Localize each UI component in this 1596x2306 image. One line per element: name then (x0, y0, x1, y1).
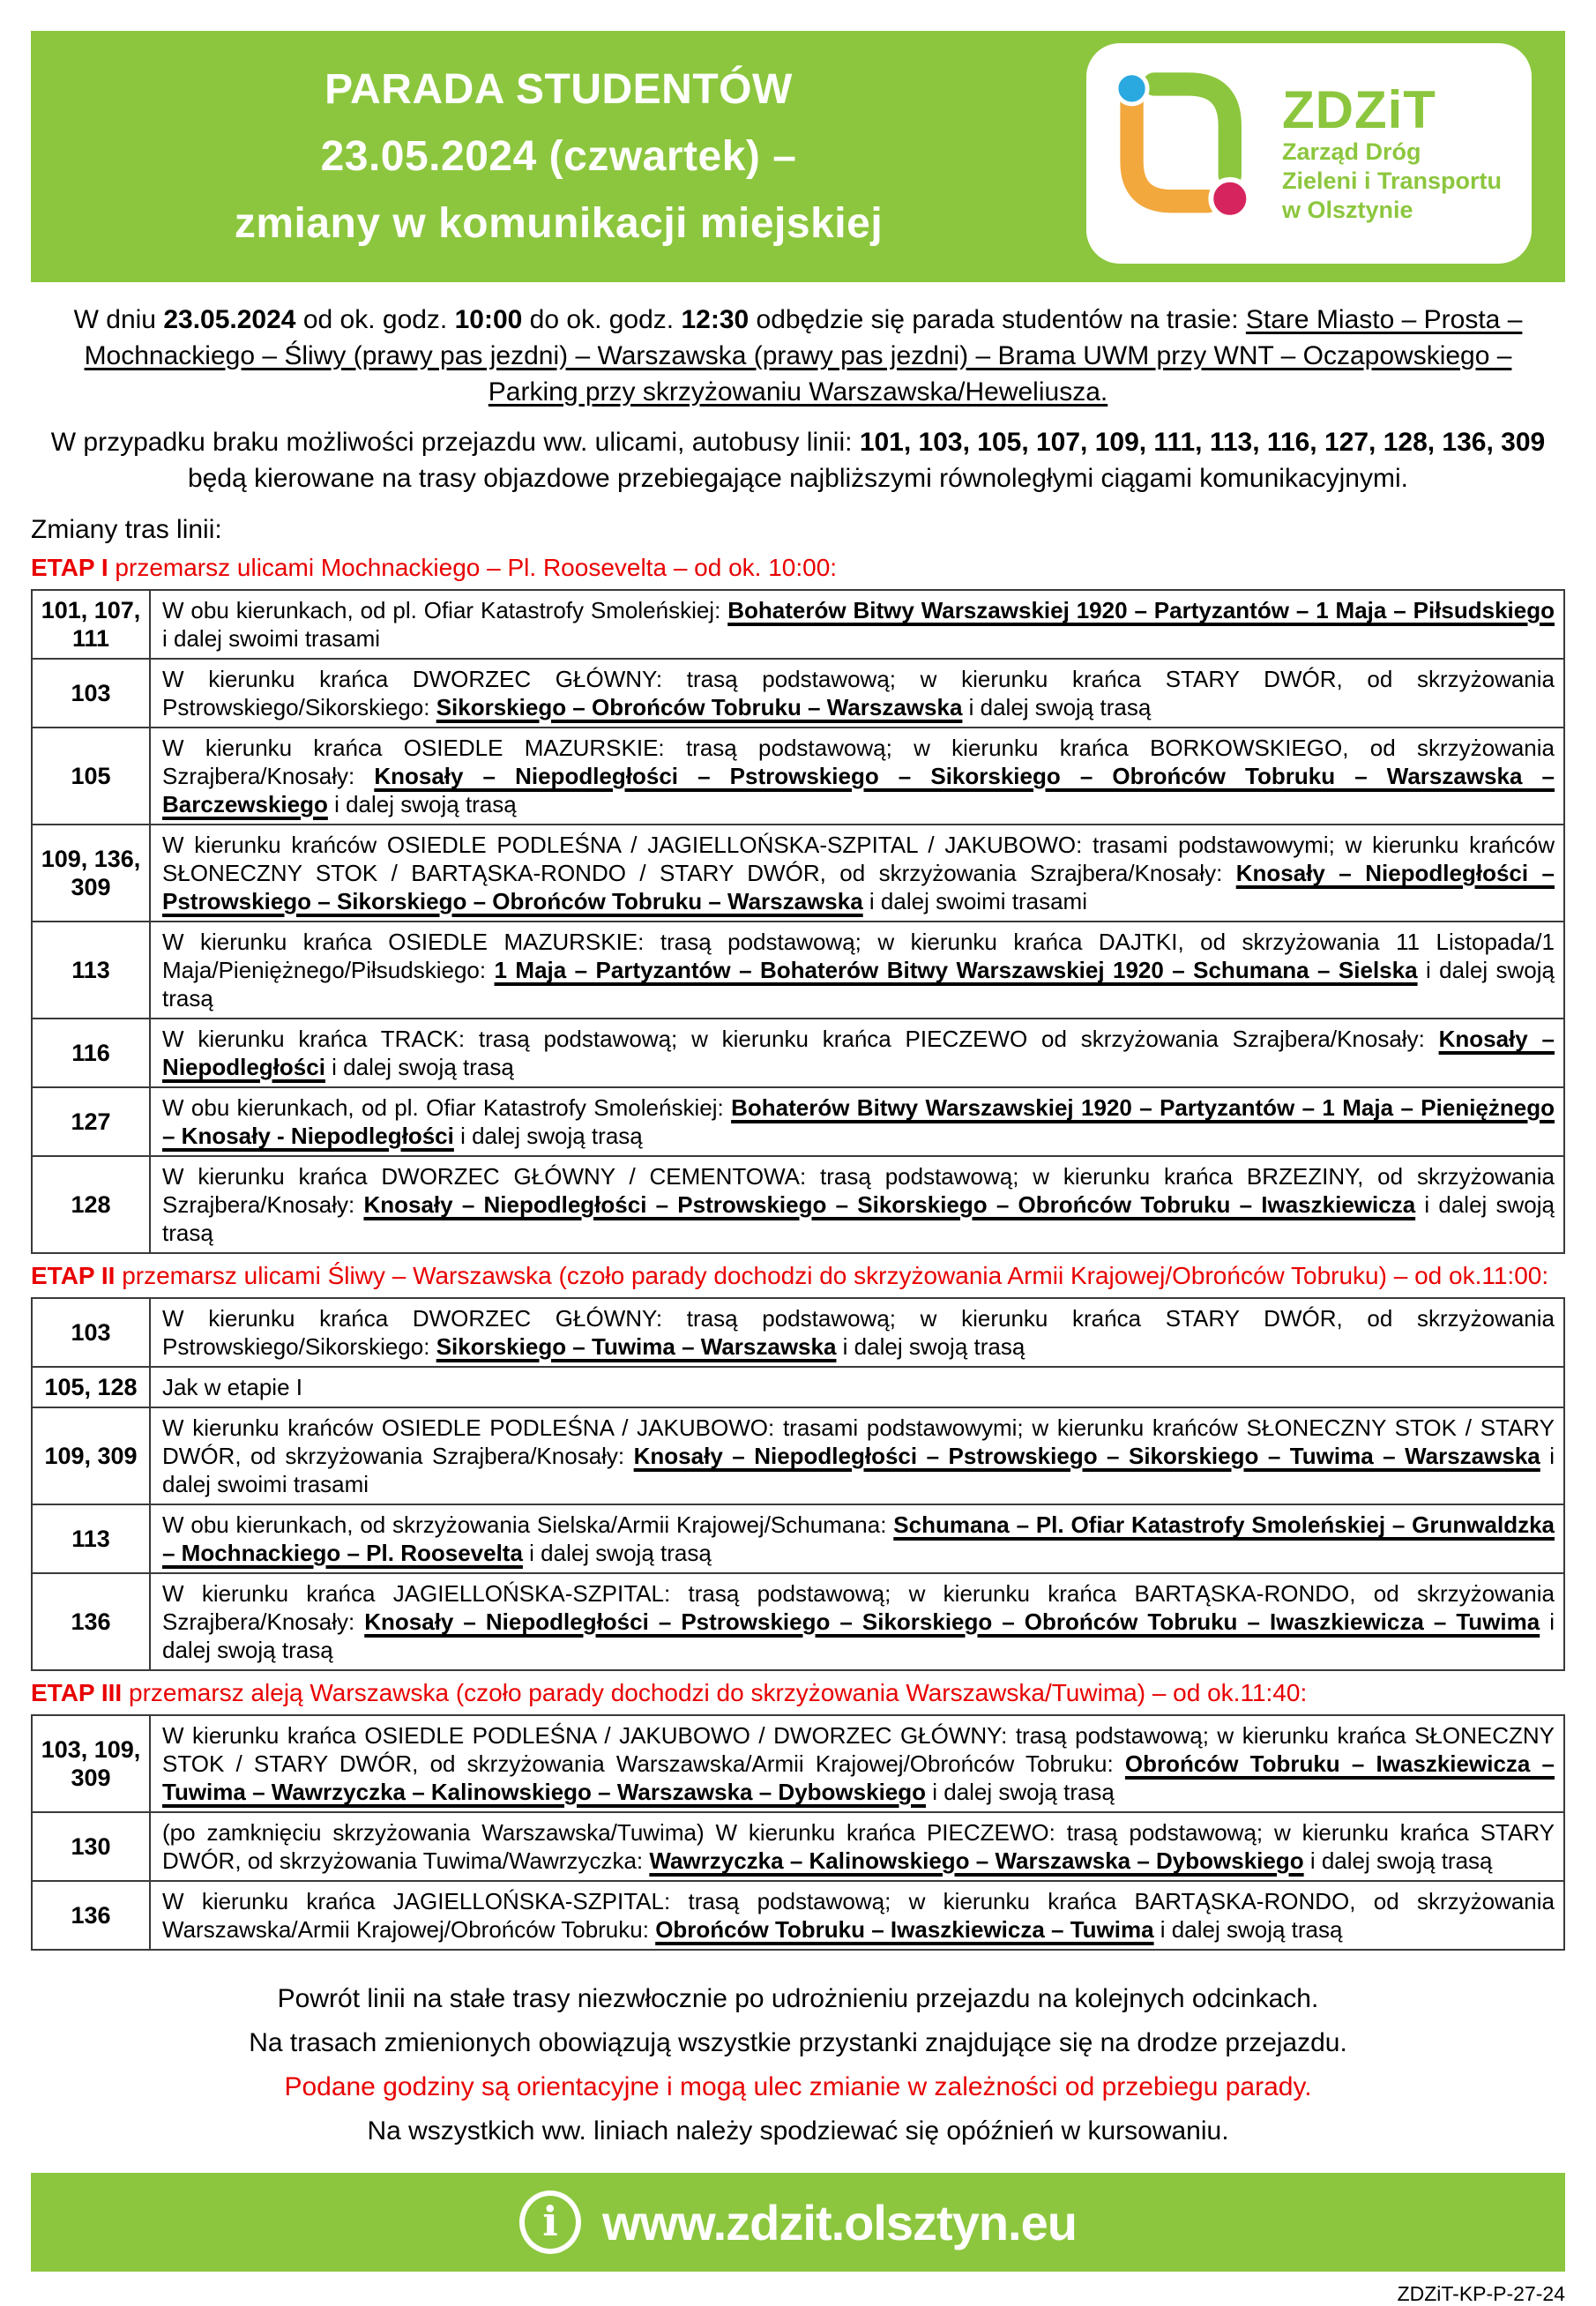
text-segment: Knosały – Niepodległości – Pstrowskiego – Sikorskiego – Obrońców Tobruku – Warszawska – Barczewskiego (162, 763, 1555, 817)
changes-heading: Zmiany tras linii: (31, 515, 222, 544)
text-segment: 101, 103, 105, 107, 109, 111, 113, 116, 127, 128, 136, 309 (859, 428, 1546, 457)
route-change-cell (150, 1504, 1564, 1573)
text-segment: i dalej swoją trasą (1153, 1916, 1343, 1943)
text-segment: Stare Miasto – Prosta – Mochnackiego – Śliwy (prawy pas jezdni) – Warszawska (prawy pas jezdni) – Brama UWM przy WNT – Oczapowskiego – Parking przy skrzyżowaniu Warszawska/Heweliusza. (84, 305, 1523, 407)
line-numbers-cell: 105 (32, 728, 150, 825)
table-row (32, 1367, 1564, 1407)
line-numbers-cell: 103 (32, 1298, 150, 1367)
footer-notes (31, 1977, 1565, 2153)
text-segment: W kierunku krańca JAGIELLOŃSKA-SZPITAL: trasą podstawową; w kierunku krańca BARTĄSKA-RONDO, od skrzyżowania Szrajbera/Knosały: (162, 1580, 1555, 1635)
text-segment: W kierunku krańca OSIEDLE PODLEŚNA / JAKUBOWO / DWORZEC GŁÓWNY: trasą podstawową; w kierunku krańca SŁONECZNY STOK / STARY DWÓR, od skrzyżowania Warszawska/Armii Krajowej/Obrońców Tobruku: (162, 1722, 1555, 1777)
etap-heading-3 (31, 1678, 1565, 1708)
text-segment: W obu kierunkach, od pl. Ofiar Katastrofy Smoleńskiej: (162, 1094, 732, 1121)
text-segment: W kierunku krańca DWORZEC GŁÓWNY / CEMENTOWA: trasą podstawową; w kierunku krańca BRZEZINY, od skrzyżowania Szrajbera/Knosały: (162, 1163, 1555, 1218)
info-icon-glyph: i (542, 2198, 558, 2245)
footer-note: Powrót linii na stałe trasy niezwłocznie po udrożnieniu przejazdu na kolejnych odcinkach. (277, 1984, 1319, 2013)
table-row (32, 728, 1564, 825)
line-numbers-cell: 105, 128 (32, 1367, 150, 1407)
route-change-cell (150, 728, 1564, 825)
text-segment: W kierunku krańca OSIEDLE MAZURSKIE: trasą podstawową; w kierunku krańca DAJTKI, od skrzyżowania 11 Listopada/1 Maja/Pieniężnego/Piłsudskiego: (162, 929, 1555, 983)
table-row (32, 1504, 1564, 1573)
text-segment: W kierunku krańca DWORZEC GŁÓWNY: trasą podstawową; w kierunku krańca STARY DWÓR, od skrzyżowania Pstrowskiego/Sikorskiego: (162, 1305, 1555, 1360)
text-segment: i dalej swoją trasą (962, 694, 1152, 720)
route-change-cell (150, 1881, 1564, 1950)
text-segment: i dalej swoją trasą (324, 1054, 514, 1080)
text-segment: i dalej swoją trasą (453, 1123, 643, 1149)
text-segment: 1 Maja – Partyzantów – Bohaterów Bitwy Warszawskiej 1920 – Schumana – Sielska (494, 957, 1418, 983)
intro-paragraph-route (36, 302, 1560, 410)
table-row (32, 1881, 1564, 1950)
text-segment: i dalej swoją trasą (1303, 1847, 1493, 1874)
title-line-2: 23.05.2024 (czwartek) – (320, 132, 797, 180)
route-change-cell (150, 590, 1564, 659)
line-numbers-cell: 103, 109, 309 (32, 1715, 150, 1812)
etap-table-1 (31, 589, 1565, 1254)
text-segment: (po zamknięciu skrzyżowania Warszawska/Tuwima) W kierunku krańca PIECZEWO: trasą podstawową; w kierunku krańca STARY DWÓR, od skrzyżowania Tuwima/Wawrzyczka: (162, 1819, 1555, 1874)
zdzit-route-icon (1100, 65, 1273, 242)
route-change-cell (150, 1367, 1564, 1407)
text-segment: Obrońców Tobruku – Iwaszkiewicza – Tuwima (655, 1916, 1154, 1943)
text-segment: i dalej swoimi trasami (862, 888, 1087, 914)
route-change-cell (150, 1156, 1564, 1253)
zdzit-logo-name: ZDZiT (1282, 79, 1436, 139)
text-segment: i dalej swoją trasą (522, 1540, 712, 1566)
website-url: www.zdzit.olsztyn.eu (602, 2194, 1077, 2250)
route-changes-sections (31, 553, 1565, 1951)
text-segment: W kierunku krańca JAGIELLOŃSKA-SZPITAL: trasą podstawową; w kierunku krańca BARTĄSKA-RONDO, od skrzyżowania Warszawska/Armii Krajowej/Obrońców Tobruku: (162, 1888, 1555, 1943)
etap-table-2 (31, 1297, 1565, 1671)
text-segment: i dalej swoją trasą (162, 1608, 1555, 1663)
text-segment: 12:30 (681, 305, 750, 334)
footer-note: Na wszystkich ww. liniach należy spodziewać się opóźnień w kursowaniu. (367, 2116, 1229, 2146)
line-numbers-cell: 101, 107, 111 (32, 590, 150, 659)
text-segment: Jak w etapie I (162, 1374, 302, 1400)
text-segment: W kierunku krańca TRACK: trasą podstawową; w kierunku krańca PIECZEWO od skrzyżowania Szrajbera/Knosały: (162, 1026, 1439, 1052)
etap-label: ETAP II (31, 1262, 116, 1289)
text-segment: W kierunku krańca OSIEDLE MAZURSKIE: trasą podstawową; w kierunku krańca BORKOWSKIEGO, od skrzyżowania Szrajbera/Knosały: (162, 735, 1555, 789)
etap-description: przemarsz aleją Warszawska (czoło parady dochodzi do skrzyżowania Warszawska/Tuwima) – od ok.11:40: (122, 1679, 1308, 1706)
text-segment: 10:00 (454, 305, 523, 334)
text-segment: Obrońców Tobruku – Iwaszkiewicza – Tuwima – Wawrzyczka – Kalinowskiego – Warszawska – Dybowskiego (162, 1750, 1555, 1805)
table-row (32, 1573, 1564, 1670)
text-segment: i dalej swoją trasą (162, 1191, 1555, 1246)
info-icon (519, 2190, 581, 2254)
table-row (32, 1087, 1564, 1156)
intro-paragraph-detours (36, 424, 1560, 496)
etap-label: ETAP III (31, 1679, 123, 1706)
line-numbers-cell: 109, 309 (32, 1407, 150, 1504)
table-row (32, 659, 1564, 728)
text-segment: Knosały – Niepodległości – Pstrowskiego – Sikorskiego – Obrońców Tobruku – Warszawska (162, 860, 1555, 914)
text-segment: i dalej swoimi trasami (162, 625, 381, 652)
route-change-cell (150, 1407, 1564, 1504)
text-segment: do ok. godz. (522, 305, 682, 334)
route-change-cell (150, 1715, 1564, 1812)
text-segment: W kierunku krańców OSIEDLE PODLEŚNA / JAKUBOWO: trasami podstawowymi; w kierunku krańców SŁONECZNY STOK / STARY DWÓR, od skrzyżowania Szrajbera/Knosały: (162, 1414, 1555, 1469)
text-segment: W obu kierunkach, od pl. Ofiar Katastrofy Smoleńskiej: (162, 597, 728, 623)
route-change-cell (150, 1087, 1564, 1156)
table-row (32, 1715, 1564, 1812)
text-segment: i dalej swoimi trasami (162, 1443, 1555, 1497)
zdzit-logo-card (1086, 43, 1532, 264)
etap-description: przemarsz ulicami Śliwy – Warszawska (czoło parady dochodzi do skrzyżowania Armii Krajowej/Obrońców Tobruku) – od ok.11:00: (115, 1262, 1549, 1289)
etap-heading-2 (31, 1261, 1565, 1291)
line-numbers-cell: 116 (32, 1019, 150, 1087)
text-segment: Knosały – Niepodległości – Pstrowskiego – Sikorskiego – Obrońców Tobruku – Iwaszkiewicza (363, 1191, 1416, 1218)
text-segment: W obu kierunkach, od skrzyżowania Sielska/Armii Krajowej/Schumana: (162, 1511, 894, 1538)
title-line-1: PARADA STUDENTÓW (324, 65, 793, 113)
etap-label: ETAP I (31, 554, 108, 581)
text-segment: W kierunku krańca DWORZEC GŁÓWNY: trasą podstawową; w kierunku krańca STARY DWÓR, od skrzyżowania Pstrowskiego/Sikorskiego: (162, 666, 1555, 720)
route-change-cell (150, 1298, 1564, 1367)
route-change-cell (150, 1573, 1564, 1670)
table-row (32, 922, 1564, 1019)
text-segment: Sikorskiego – Tuwima – Warszawska (436, 1333, 837, 1360)
zdzit-logo-subtitle-2: Zieleni i Transportu (1282, 167, 1503, 194)
table-row (32, 1156, 1564, 1253)
text-segment: będą kierowane na trasy objazdowe przebiegające najbliższymi równoległymi ciągami komunikacyjnymi. (188, 464, 1408, 493)
table-row (32, 590, 1564, 659)
table-row (32, 825, 1564, 922)
website-bar (31, 2173, 1565, 2272)
header-band (31, 31, 1565, 282)
route-change-cell (150, 922, 1564, 1019)
line-numbers-cell: 136 (32, 1881, 150, 1950)
line-numbers-cell: 113 (32, 922, 150, 1019)
text-segment: 23.05.2024 (163, 305, 296, 334)
text-segment: Knosały – Niepodległości – Pstrowskiego – Sikorskiego – Tuwima – Warszawska (633, 1443, 1540, 1469)
zdzit-logo-text (1282, 79, 1503, 225)
line-numbers-cell: 127 (32, 1087, 150, 1156)
line-numbers-cell: 113 (32, 1504, 150, 1573)
title-line-3: zmiany w komunikacji miejskiej (234, 199, 884, 247)
text-segment: odbędzie się parada studentów na trasie: (749, 305, 1246, 334)
etap-heading-1 (31, 553, 1565, 583)
poster-page (0, 31, 1596, 2306)
text-segment: Schumana – Pl. Ofiar Katastrofy Smoleńskiej – Grunwaldzka – Mochnackiego – Pl. Roosevelta (162, 1511, 1555, 1566)
text-segment: Bohaterów Bitwy Warszawskiej 1920 – Partyzantów – 1 Maja – Pieniężnego – Knosały - Niepodległości (162, 1094, 1555, 1149)
line-numbers-cell: 103 (32, 659, 150, 728)
line-numbers-cell: 109, 136, 309 (32, 825, 150, 922)
text-segment: W kierunku krańców OSIEDLE PODLEŚNA / JAGIELLOŃSKA-SZPITAL / JAKUBOWO: trasami podstawowymi; w kierunku krańców SŁONECZNY STOK / BARTĄSKA-RONDO / STARY DWÓR, od skrzyżowania Szrajbera/Knosały: (162, 832, 1555, 886)
text-segment: Sikorskiego – Obrońców Tobruku – Warszawska (436, 694, 963, 720)
text-segment: i dalej swoją trasą (836, 1333, 1025, 1360)
document-code: ZDZiT-KP-P-27-24 (1397, 2282, 1565, 2305)
text-segment: Wawrzyczka – Kalinowskiego – Warszawska – Dybowskiego (649, 1847, 1304, 1874)
zdzit-logo-subtitle-3: w Olsztynie (1282, 196, 1413, 223)
text-segment: Bohaterów Bitwy Warszawskiej 1920 – Partyzantów – 1 Maja – Piłsudskiego (727, 597, 1555, 623)
etap-description: przemarsz ulicami Mochnackiego – Pl. Roosevelta – od ok. 10:00: (108, 554, 838, 581)
route-change-cell (150, 825, 1564, 922)
route-change-cell (150, 1019, 1564, 1087)
table-row (32, 1812, 1564, 1881)
route-change-cell (150, 1812, 1564, 1881)
text-segment: Knosały – Niepodległości – Pstrowskiego – Sikorskiego – Obrońców Tobruku – Iwaszkiewicza – Tuwima (364, 1608, 1540, 1635)
etap-table-3 (31, 1714, 1565, 1951)
text-segment: i dalej swoją trasą (162, 957, 1555, 1011)
page-title (31, 31, 1086, 282)
footer-note: Na trasach zmienionych obowiązują wszystkie przystanki znajdujące się na drodze przejazdu. (249, 2028, 1347, 2057)
text-segment: W dniu (73, 305, 164, 334)
text-segment: Knosały – Niepodległości (162, 1026, 1555, 1080)
text-segment: od ok. godz. (295, 305, 455, 334)
table-row (32, 1407, 1564, 1504)
text-segment: W przypadku braku możliwości przejazdu ww. ulicami, autobusy linii: (50, 428, 860, 457)
line-numbers-cell: 136 (32, 1573, 150, 1670)
text-segment: i dalej swoją trasą (327, 791, 517, 817)
line-numbers-cell: 130 (32, 1812, 150, 1881)
route-change-cell (150, 659, 1564, 728)
zdzit-logo-subtitle-1: Zarząd Dróg (1282, 138, 1421, 165)
table-row (32, 1019, 1564, 1087)
line-numbers-cell: 128 (32, 1156, 150, 1253)
footer-note-red: Podane godziny są orientacyjne i mogą ulec zmianie w zależności od przebiegu parady. (284, 2072, 1312, 2101)
text-segment: i dalej swoją trasą (926, 1779, 1115, 1805)
table-row (32, 1298, 1564, 1367)
